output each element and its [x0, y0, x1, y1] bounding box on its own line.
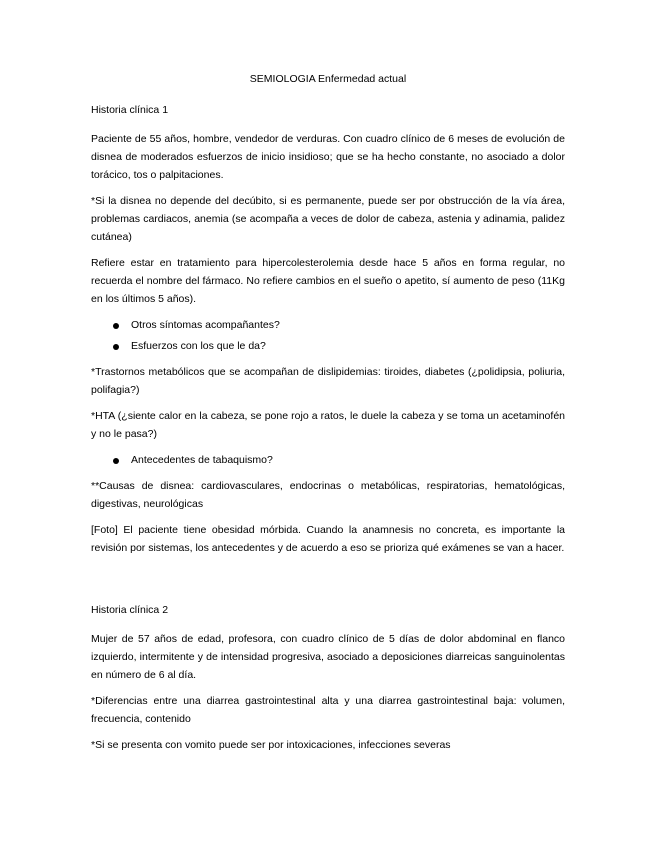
case-1-bullet-list-1 — [91, 316, 565, 355]
list-item-text: Otros síntomas acompañantes? — [131, 319, 280, 331]
list-item-text: Antecedentes de tabaquismo? — [131, 454, 273, 466]
list-item — [91, 451, 565, 469]
case-1-note-causes: **Causas de disnea: cardiovasculares, endocrinas o metabólicas, respiratorias, hematológicas, digestivas, neurológicas — [91, 480, 565, 510]
list-item — [91, 316, 565, 334]
section-spacer — [91, 565, 565, 601]
case-2-heading: Historia clínica 2 — [91, 604, 169, 616]
case-1-heading: Historia clínica 1 — [91, 104, 169, 116]
bullet-icon — [113, 344, 119, 350]
bullet-icon — [113, 458, 119, 464]
document-body — [91, 70, 565, 762]
case-2-note-diarrhea: *Diferencias entre una diarrea gastrointestinal alta y una diarrea gastrointestinal baja: volumen, frecuencia, contenido — [91, 695, 565, 725]
case-1-paragraph-photo: [Foto] El paciente tiene obesidad mórbida. Cuando la anamnesis no concreta, es importante la revisión por sistemas, los antecedentes y de acuerdo a eso se prioriza qué exámenes se van a hacer. — [91, 524, 565, 554]
case-1-note-hta: *HTA (¿siente calor en la cabeza, se pone rojo a ratos, le duele la cabeza y se toma un acetaminofén y no le pasa?) — [91, 410, 565, 440]
list-item-text: Esfuerzos con los que le da? — [131, 340, 266, 352]
list-item — [91, 337, 565, 355]
document-title: SEMIOLOGIA Enfermedad actual — [249, 73, 407, 85]
case-2-section — [91, 601, 565, 754]
case-1-note-metabolic: *Trastornos metabólicos que se acompañan de dislipidemias: tiroides, diabetes (¿polidipsia, poliuria, polifagia?) — [91, 366, 565, 396]
case-1-paragraph-presentation: Paciente de 55 años, hombre, vendedor de verduras. Con cuadro clínico de 6 meses de evolución de disnea de moderados esfuerzos de inicio insidioso; que se ha hecho constante, no asociado a dolor torácico, tos o palpitaciones. — [91, 133, 565, 181]
case-1-bullet-list-2 — [91, 451, 565, 469]
bullet-icon — [113, 323, 119, 329]
case-2-paragraph-presentation: Mujer de 57 años de edad, profesora, con cuadro clínico de 5 días de dolor abdominal en flanco izquierdo, intermitente y de intensidad progresiva, asociado a deposiciones diarreicas sanguinolentas en número de 6 al día. — [91, 633, 565, 681]
case-1-section — [91, 101, 565, 557]
case-1-paragraph-treatment: Refiere estar en tratamiento para hipercolesterolemia desde hace 5 años en forma regular, no recuerda el nombre del fármaco. No refiere cambios en el sueño o apetito, sí aumento de peso (11Kg en los últimos 5 años). — [91, 257, 565, 305]
case-1-note-dyspnea: *Si la disnea no depende del decúbito, si es permanente, puede ser por obstrucción de la vía área, problemas cardiacos, anemia (se acompaña a veces de dolor de cabeza, astenia y adinamia, palidez cutánea) — [91, 195, 565, 243]
case-2-note-vomit: *Si se presenta con vomito puede ser por intoxicaciones, infecciones severas — [91, 739, 451, 751]
